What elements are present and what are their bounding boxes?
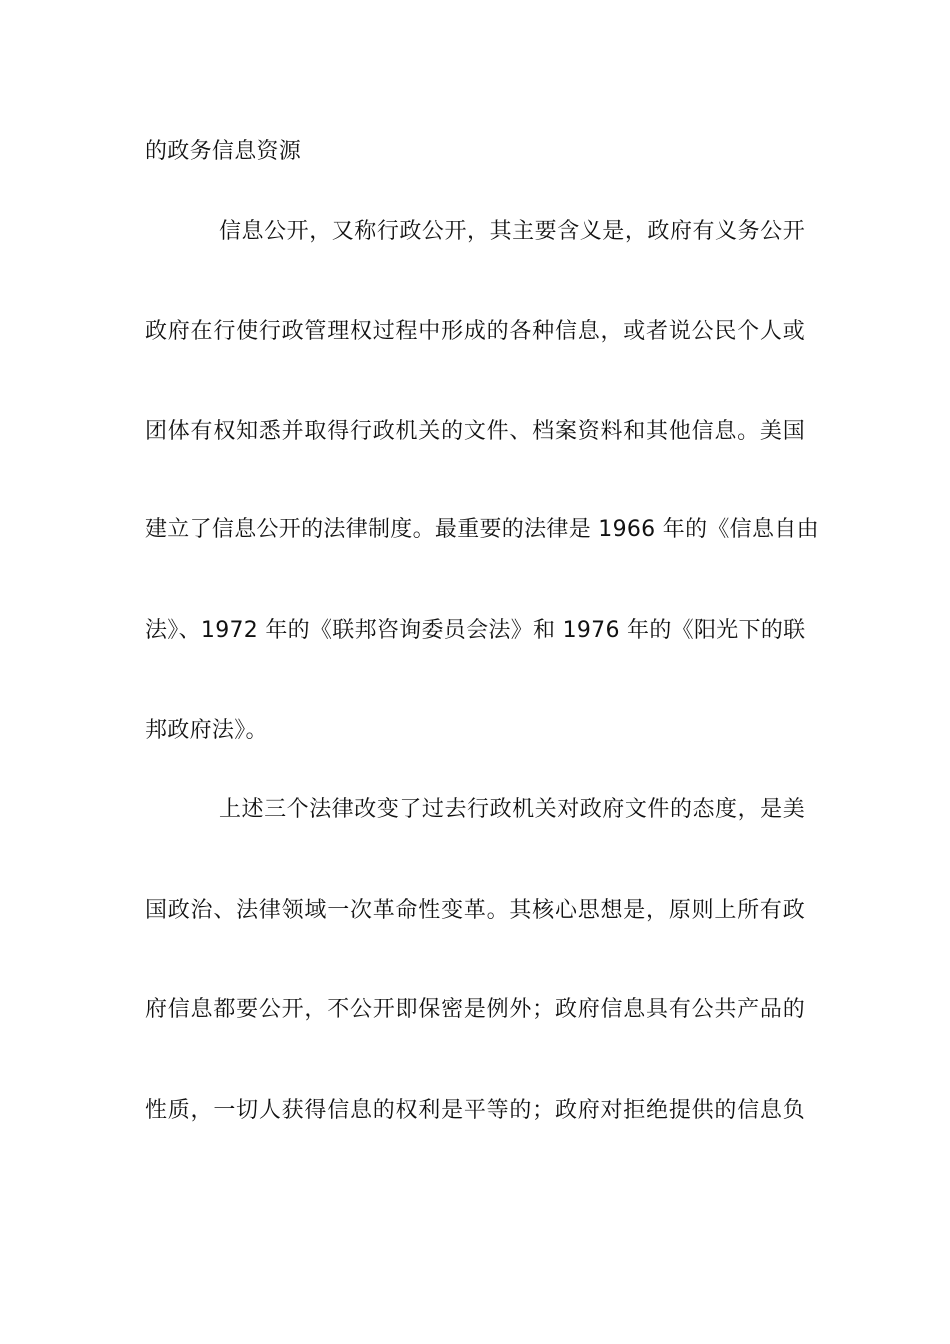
paragraph-first-line: 信息公开，又称行政公开，其主要含义是，政府有义务公开 [219,219,805,244]
text-line: 邦政府法》。 [145,718,268,743]
text-line: 国政治、法律领域一次革命性变革。其核心思想是，原则上所有政 [145,898,805,923]
text-line: 团体有权知悉并取得行政机关的文件、档案资料和其他信息。美国 [145,419,805,444]
text-line: 的政务信息资源 [145,139,302,164]
text-line: 府信息都要公开，不公开即保密是例外；政府信息具有公共产品的 [145,997,805,1022]
text-line: 建立了信息公开的法律制度。最重要的法律是 1966 年的《信息自由 [145,517,819,542]
paragraph-first-line: 上述三个法律改变了过去行政机关对政府文件的态度，是美 [219,797,805,822]
text-line: 政府在行使行政管理权过程中形成的各种信息，或者说公民个人或 [145,319,805,344]
text-line: 性质，一切人获得信息的权利是平等的；政府对拒绝提供的信息负 [145,1098,805,1123]
text-line: 法》、1972 年的《联邦咨询委员会法》和 1976 年的《阳光下的联 [145,618,806,643]
